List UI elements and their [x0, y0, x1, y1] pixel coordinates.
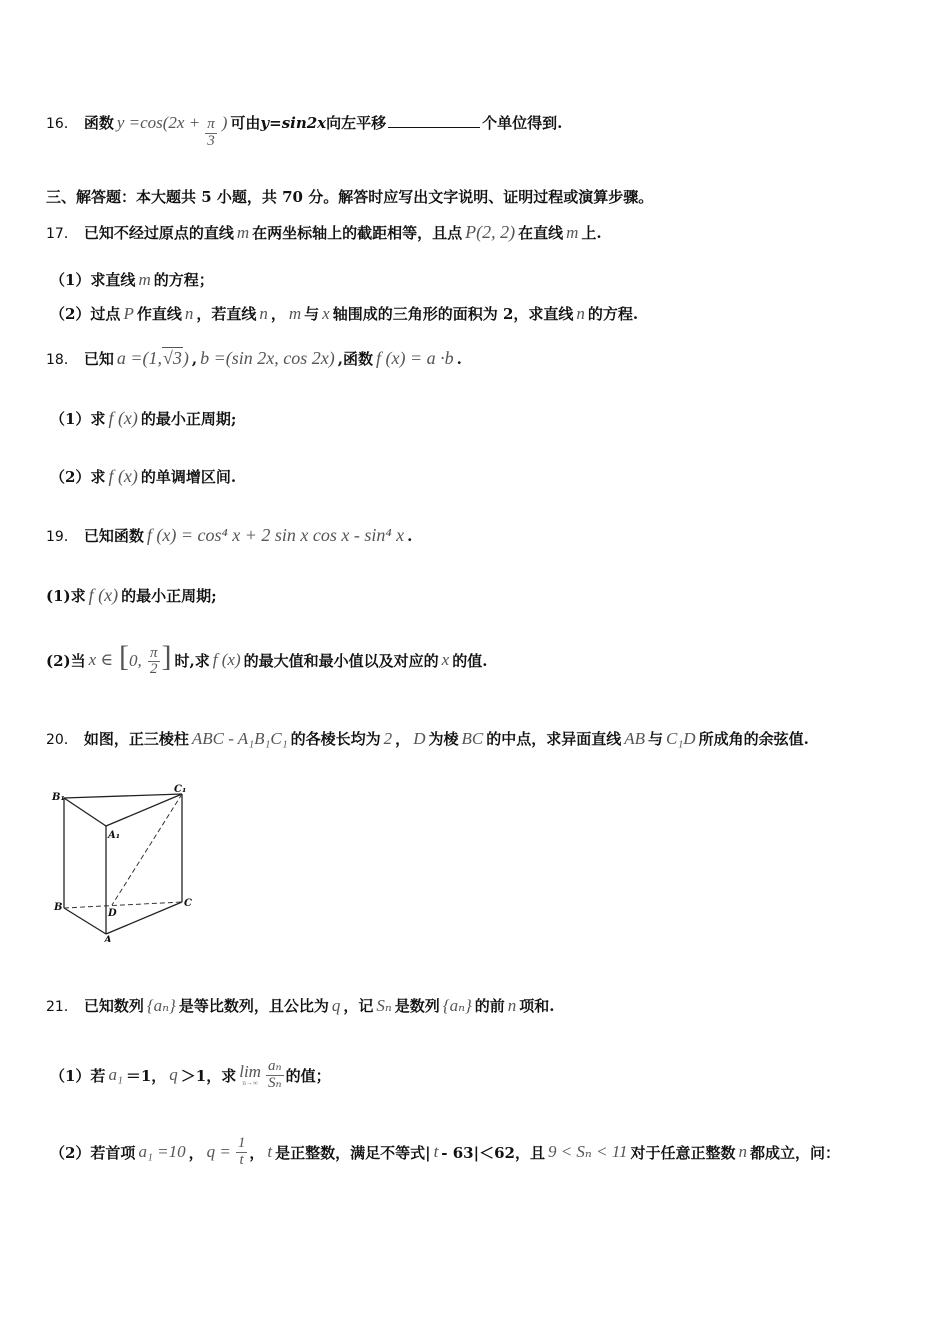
edge-ba — [64, 908, 106, 934]
inequality: 9 < Sₙ < 11 — [547, 1142, 628, 1161]
label-b: B — [54, 902, 63, 913]
numerator: π — [150, 644, 158, 661]
label-a1: A₁ — [108, 830, 121, 841]
text: ，若直线 — [196, 305, 257, 323]
text: 的各棱长均为 — [290, 730, 381, 748]
denominator: t — [239, 1151, 244, 1168]
label-c: C — [184, 898, 192, 909]
separator: , — [191, 350, 198, 368]
interval-start: 0, — [129, 650, 142, 670]
question-number: 20． — [46, 732, 78, 748]
question-18-part-1 — [50, 408, 910, 429]
edge-ac — [106, 902, 182, 934]
function-f: f (x) — [108, 408, 138, 428]
point-d: D — [413, 729, 426, 748]
variable-n: n — [738, 1142, 748, 1161]
text: 已知 — [83, 350, 114, 368]
text: 时,求 — [174, 651, 210, 670]
fraction — [236, 1136, 248, 1169]
text: ＝1， — [125, 1066, 167, 1085]
prism-name: ABC - A₁B₁C₁ — [191, 729, 288, 748]
text: 已知函数 — [83, 527, 144, 545]
sequence-an: {aₙ} — [146, 996, 176, 1015]
line-ab: AB — [624, 729, 646, 748]
vector-a-post: ) — [182, 348, 189, 368]
text: (2)当 — [46, 651, 86, 670]
question-18 — [46, 347, 910, 369]
variable-x: x — [441, 650, 450, 669]
denominator: 2 — [150, 661, 158, 678]
text: （2）求 — [50, 468, 106, 486]
question-17-part-1 — [50, 269, 910, 290]
text: 轴围成的三角形的面积为 2，求直线 — [332, 305, 574, 323]
function-f: f (x) — [108, 466, 138, 486]
variable-n: n — [184, 304, 194, 323]
text: 如图，正三棱柱 — [83, 730, 189, 748]
hidden-edge-bc — [64, 902, 182, 908]
text: 的前 — [474, 997, 505, 1015]
question-19-part-2 — [46, 636, 910, 684]
left-bracket-icon: [ — [119, 639, 130, 673]
text: 的方程. — [587, 305, 639, 323]
text: ，记 — [343, 997, 374, 1015]
label-d: D — [108, 908, 117, 919]
text: 的值. — [452, 651, 488, 670]
text: . — [407, 527, 413, 545]
lim-subscript: n→∞ — [242, 1079, 258, 1087]
term-a1: a₁ — [108, 1065, 123, 1084]
text: ， — [270, 305, 286, 323]
text: 在两坐标轴上的截距相等，且点 — [252, 224, 463, 242]
variable-t: t — [433, 1142, 439, 1161]
text: - 63|＜62，且 — [441, 1143, 545, 1162]
text: 向左平移 — [326, 114, 387, 132]
question-number: 16． — [46, 116, 78, 132]
interval — [119, 639, 172, 678]
variable-m: m — [138, 270, 151, 289]
term-a1: a₁ =10 — [138, 1142, 186, 1161]
text: 作直线 — [136, 305, 182, 323]
variable-n: n — [576, 304, 585, 323]
variable-n: n — [259, 304, 268, 323]
text: 的单调增区间. — [140, 468, 237, 486]
formula: y =cos(2x + — [116, 113, 201, 132]
question-number: 18． — [46, 352, 78, 368]
text: 上. — [581, 224, 602, 242]
right-bracket-icon: ] — [161, 639, 172, 673]
answer-blank — [388, 112, 480, 128]
numerator: 1 — [237, 1134, 246, 1151]
text: 与 — [304, 305, 320, 323]
text: （1）求直线 — [50, 271, 136, 289]
text: (1)求 — [46, 587, 86, 605]
function-f: f (x) = cos⁴ x + 2 sin x cos x - sin⁴ x — [146, 525, 405, 545]
question-19-part-1 — [46, 585, 910, 606]
text: 为棱 — [428, 730, 459, 748]
edge-bc: BC — [461, 729, 484, 748]
text: ， — [395, 730, 411, 748]
question-number: 21． — [46, 999, 78, 1015]
text: 是数列 — [394, 997, 440, 1015]
lim-word: lim — [239, 1062, 261, 1081]
question-17 — [46, 222, 910, 243]
text: 的最小正周期; — [121, 587, 217, 605]
ratio-q: q — [331, 996, 341, 1015]
question-21-part-2 — [50, 1128, 910, 1176]
text: . — [456, 350, 462, 368]
label-b1: B₁ — [52, 792, 65, 803]
label-c1: C₁ — [174, 784, 187, 795]
text: 对于任意正整数 — [630, 1143, 736, 1162]
variable-x: x ∈ — [88, 650, 114, 669]
function-f: f (x) — [212, 650, 241, 669]
sum-sn: Sₙ — [376, 996, 392, 1015]
question-17-part-2 — [50, 303, 910, 324]
label-a: A — [104, 935, 112, 942]
function-f: f (x) — [88, 585, 119, 605]
text: 的中点，求异面直线 — [486, 730, 622, 748]
variable-m: m — [566, 223, 579, 242]
numerator: aₙ — [267, 1057, 282, 1074]
vector-a — [117, 347, 189, 369]
text: 的值； — [285, 1066, 331, 1085]
fraction — [205, 117, 217, 150]
formula: ) — [221, 113, 228, 132]
denominator: 3 — [207, 132, 215, 149]
line-c1d: C₁D — [666, 729, 696, 748]
question-19 — [46, 525, 910, 546]
variable-m: m — [236, 223, 250, 242]
text: ， — [188, 1143, 204, 1162]
edge-b1c1 — [64, 794, 182, 798]
text: （2）过点 — [50, 305, 121, 323]
text: 的最小正周期; — [140, 410, 237, 428]
dashed-segment-c1d — [112, 794, 182, 905]
limit — [239, 1063, 261, 1087]
text: 的最大值和最小值以及对应的 — [243, 651, 439, 670]
section-title: 三、解答题：本大题共 5 小题，共 70 分。解答时应写出文字说明、证明过程或演算步骤。 — [46, 188, 654, 206]
edge-a1c1 — [106, 794, 182, 826]
point-p: P — [123, 304, 134, 323]
edge-b1a1 — [64, 798, 106, 826]
text: 在直线 — [518, 224, 564, 242]
text: 已知不经过原点的直线 — [83, 224, 234, 242]
question-16 — [46, 112, 910, 152]
text: 项和. — [519, 997, 555, 1015]
fraction — [148, 646, 160, 679]
prism-figure — [48, 782, 196, 942]
question-number: 17． — [46, 226, 78, 242]
text: 的方程； — [153, 271, 214, 289]
ratio-q: q — [169, 1065, 178, 1084]
question-number: 19． — [46, 529, 78, 545]
text: （1）求 — [50, 410, 106, 428]
text: 已知数列 — [83, 997, 144, 1015]
text: 个单位得到. — [482, 114, 563, 132]
vector-a-pre: a =(1, — [116, 348, 162, 368]
text: 所成角的余弦值. — [698, 730, 809, 748]
text: 函数 — [83, 114, 114, 132]
denominator: Sₙ — [267, 1074, 282, 1091]
question-21 — [46, 995, 910, 1016]
text: 可由 — [230, 114, 261, 132]
edge-length: 2 — [383, 729, 393, 748]
text: 是正整数，满足不等式| — [275, 1143, 431, 1162]
question-18-part-2 — [50, 466, 910, 487]
question-20 — [46, 728, 910, 749]
fraction — [266, 1059, 284, 1092]
text: ， — [249, 1143, 265, 1162]
text: （2）若首项 — [50, 1143, 136, 1162]
text: 与 — [648, 730, 664, 748]
ratio-q: q = — [206, 1142, 231, 1161]
question-21-part-1 — [50, 1052, 910, 1098]
sqrt-3: √3 — [162, 348, 182, 368]
variable-m: m — [288, 304, 302, 323]
text: （1）若 — [50, 1066, 106, 1085]
function-f: f (x) = a ·b — [375, 348, 454, 368]
variable-x: x — [322, 304, 330, 323]
text: ,函数 — [337, 350, 373, 368]
variable-n: n — [507, 996, 517, 1015]
variable-t: t — [267, 1142, 273, 1161]
text: 是等比数列，且公比为 — [178, 997, 329, 1015]
expression: y=sin2x — [260, 114, 327, 132]
section-heading — [46, 186, 910, 207]
text: 都成立，问： — [750, 1143, 841, 1162]
sequence-an: {aₙ} — [442, 996, 472, 1015]
vector-b: b =(sin 2x, cos 2x) — [200, 348, 335, 368]
point-p: P(2, 2) — [465, 222, 516, 242]
text: ＞1，求 — [180, 1066, 237, 1085]
numerator: π — [207, 116, 215, 132]
